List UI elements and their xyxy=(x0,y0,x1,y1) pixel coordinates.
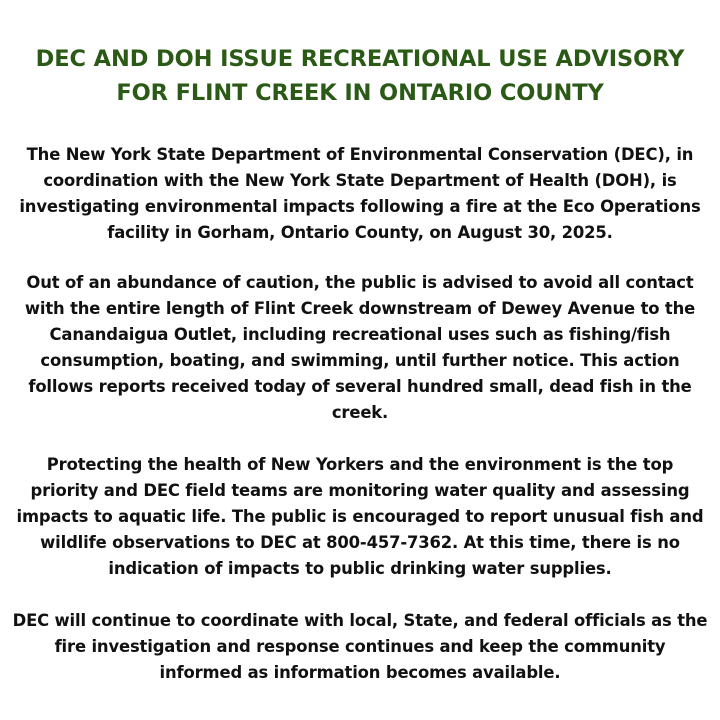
paragraph-monitoring: Protecting the health of New Yorkers and the environment is the top priority and DEC field teams are monitoring water quality and assessing impacts to aquatic life. The public is encouraged to report unusual fish and wildlife observations to DEC at 800-457-7362. At this time, there is no indication of impacts to public drinking water supplies. xyxy=(16,455,704,578)
paragraph-coordination: DEC will continue to coordinate with local, State, and federal officials as the fire investigation and response continues and keep the community informed as information becomes available. xyxy=(12,611,708,682)
paragraph-investigation: The New York State Department of Environmental Conservation (DEC), in coordination with the New York State Department of Health (DOH), is investigating environmental impacts following a fire at the Eco Operations facility in Gorham, Ontario County, on August 30, 2025. xyxy=(19,145,701,242)
paragraph-contact-advisory: Out of an abundance of caution, the public is advised to avoid all contact with the entire length of Flint Creek downstream of Dewey Avenue to the Canandaigua Outlet, including recreational uses such as fishing/fish consumption, boating, and swimming, until further notice. This action follows reports received today of several hundred small, dead fish in the creek. xyxy=(24,273,696,422)
advisory-title: DEC AND DOH ISSUE RECREATIONAL USE ADVISORY FOR FLINT CREEK IN ONTARIO COUNTY xyxy=(35,46,685,106)
